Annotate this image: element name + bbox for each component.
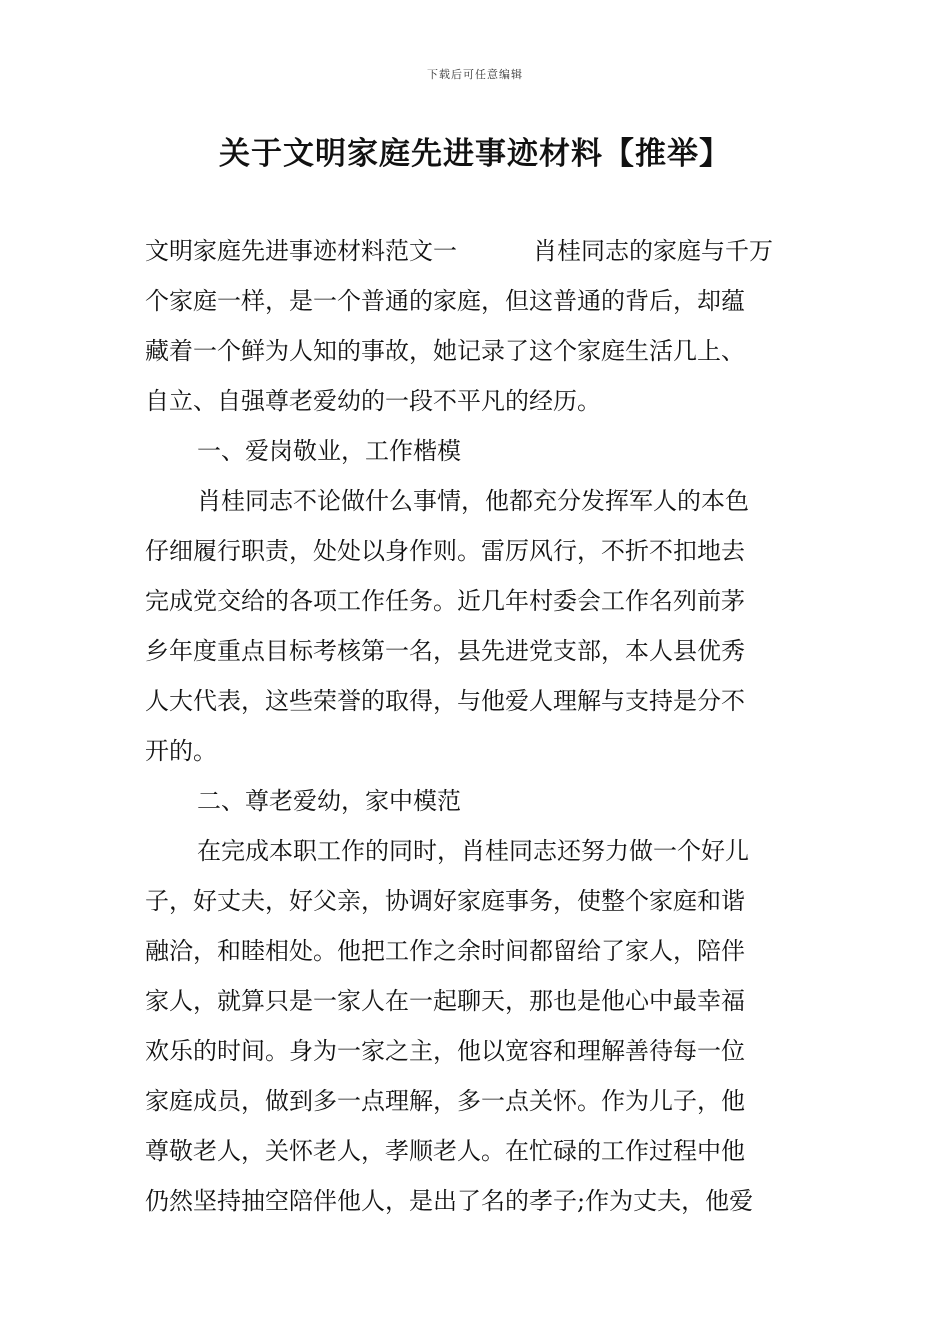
section-heading-2: 二、尊老爱幼，家中模范 (197, 787, 461, 815)
paragraph-line: 仍然坚持抽空陪伴他人，是出了名的孝子;作为丈夫，他爱 (145, 1187, 754, 1215)
header-note: 下载后可任意编辑 (427, 68, 523, 81)
paragraph-line: 在完成本职工作的同时，肖桂同志还努力做一个好儿 (197, 837, 749, 865)
paragraph-line: 子，好丈夫，好父亲，协调好家庭事务，使整个家庭和谐 (145, 887, 745, 915)
paragraph-line: 肖桂同志不论做什么事情，他都充分发挥军人的本色 (197, 487, 749, 515)
intro-label: 文明家庭先进事迹材料范文一 (145, 237, 457, 265)
paragraph-line: 家人，就算只是一家人在一起聊天，那也是他心中最幸福 (145, 987, 745, 1015)
paragraph-line: 融洽，和睦相处。他把工作之余时间都留给了家人，陪伴 (145, 937, 745, 965)
paragraph-line: 藏着一个鲜为人知的事故，她记录了这个家庭生活几上、 (145, 337, 745, 365)
document-title: 关于文明家庭先进事迹材料【推举】 (219, 136, 731, 172)
paragraph-line: 仔细履行职责，处处以身作则。雷厉风行，不折不扣地去 (145, 537, 745, 565)
intro-text: 肖桂同志的家庭与千万 (533, 237, 773, 265)
paragraph-line: 自立、自强尊老爱幼的一段不平凡的经历。 (145, 387, 601, 415)
paragraph-line: 完成党交给的各项工作任务。近几年村委会工作名列前茅 (145, 587, 745, 615)
paragraph-line: 开的。 (145, 737, 217, 765)
paragraph-line: 家庭成员，做到多一点理解，多一点关怀。作为儿子，他 (145, 1087, 745, 1115)
intro-line-1 (145, 226, 807, 276)
section-heading-1: 一、爱岗敬业，工作楷模 (197, 437, 461, 465)
paragraph-line: 乡年度重点目标考核第一名，县先进党支部，本人县优秀 (145, 637, 745, 665)
paragraph-line: 人大代表，这些荣誉的取得，与他爱人理解与支持是分不 (145, 687, 745, 715)
paragraph-line: 欢乐的时间。身为一家之主，他以宽容和理解善待每一位 (145, 1037, 745, 1065)
paragraph-line: 个家庭一样，是一个普通的家庭，但这普通的背后，却蕴 (145, 287, 745, 315)
paragraph-line: 尊敬老人，关怀老人，孝顺老人。在忙碌的工作过程中他 (145, 1137, 745, 1165)
document-body (145, 226, 807, 1226)
